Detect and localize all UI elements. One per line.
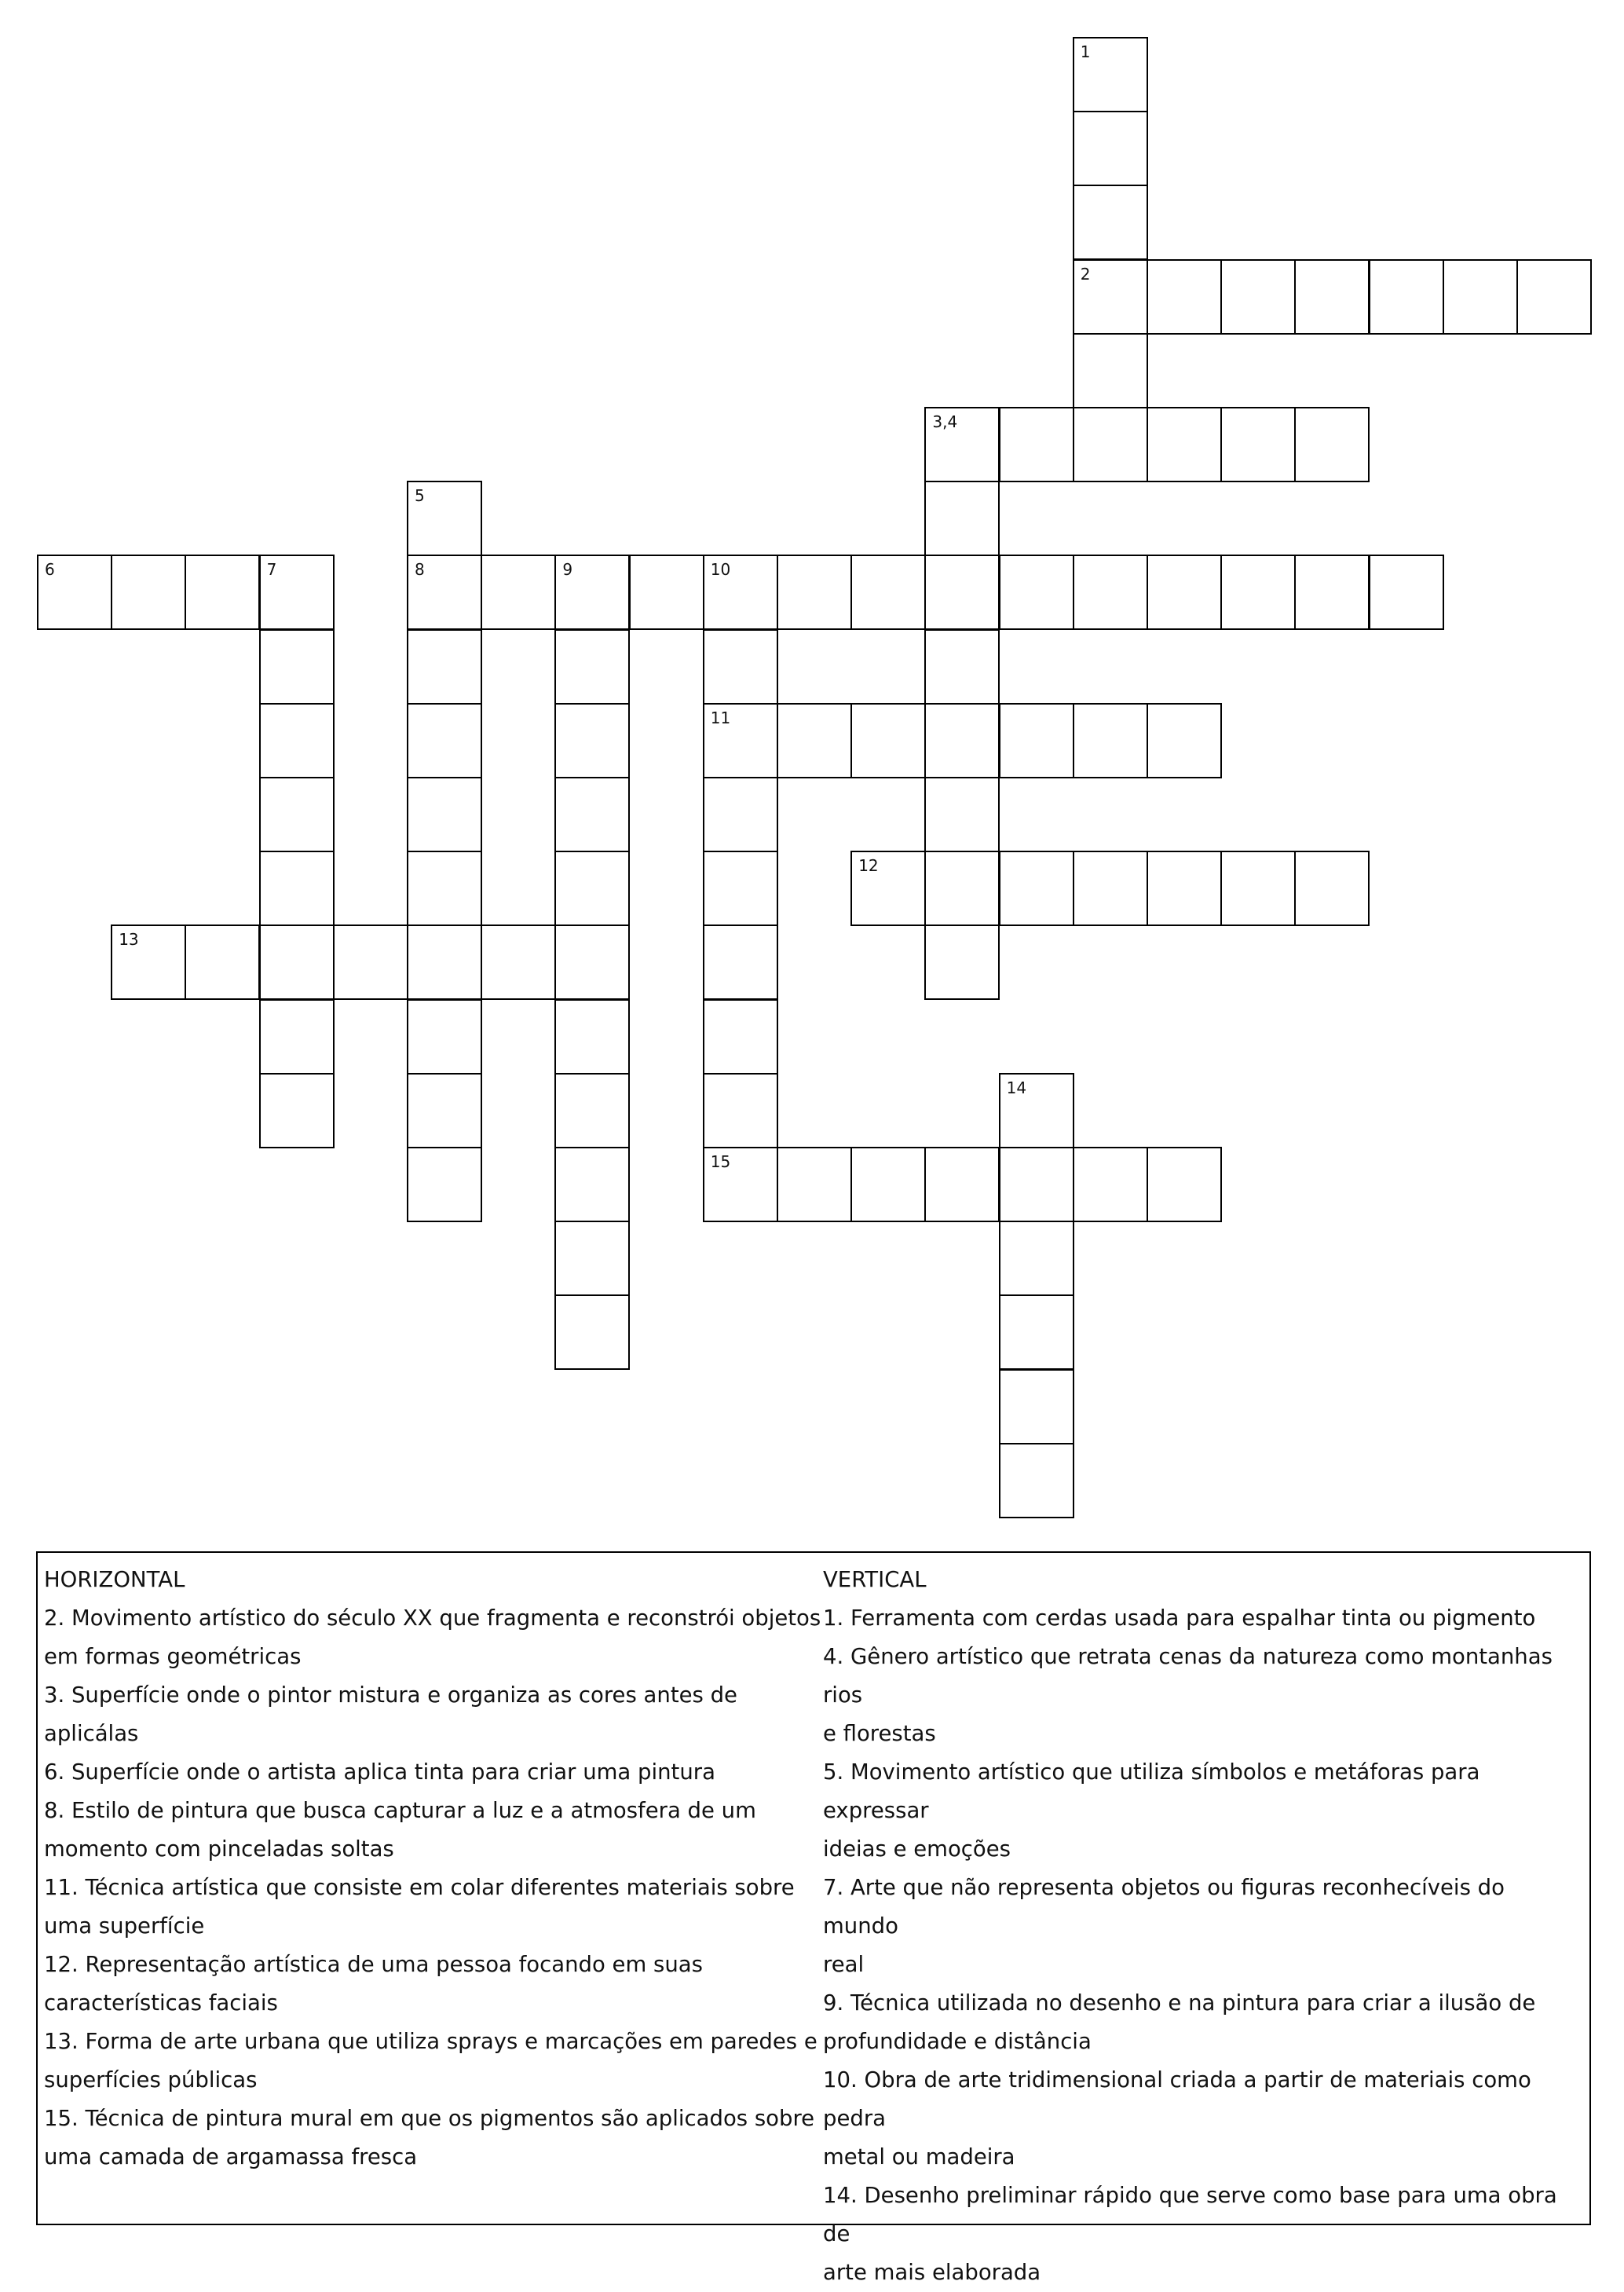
clue-line: 14. Desenho preliminar rápido que serve como base para uma obra de xyxy=(823,2183,1557,2246)
crossword-cell[interactable] xyxy=(407,851,482,926)
crossword-cell[interactable] xyxy=(999,703,1074,778)
crossword-cell[interactable] xyxy=(407,555,482,630)
clue-line: uma camada de argamassa fresca xyxy=(44,2144,418,2169)
crossword-cell[interactable] xyxy=(1220,259,1296,335)
clue-number: 11 xyxy=(710,708,731,727)
crossword-cell[interactable] xyxy=(554,1073,630,1148)
crossword-cell[interactable] xyxy=(924,555,1000,630)
crossword-cell[interactable] xyxy=(999,555,1074,630)
clue-line: e florestas xyxy=(823,1721,936,1746)
crossword-cell[interactable] xyxy=(259,999,335,1075)
crossword-cell[interactable] xyxy=(1147,555,1222,630)
clue-number: 7 xyxy=(266,560,277,580)
clue-line: 10. Obra de arte tridimensional criada a partir de materiais como pedra xyxy=(823,2067,1531,2131)
crossword-cell[interactable] xyxy=(924,777,1000,852)
crossword-cell[interactable] xyxy=(703,851,778,926)
crossword-cell[interactable] xyxy=(554,555,630,630)
crossword-cell[interactable] xyxy=(850,1147,926,1222)
crossword-cell[interactable] xyxy=(1294,259,1370,335)
clue-number: 1 xyxy=(1080,42,1091,61)
crossword-cell[interactable] xyxy=(259,924,335,1000)
crossword-cell[interactable] xyxy=(924,703,1000,778)
crossword-cell[interactable] xyxy=(1294,555,1370,630)
clue-line: uma superfície xyxy=(44,1913,205,1939)
crossword-cell[interactable] xyxy=(1147,703,1222,778)
clue-line: 7. Arte que não representa objetos ou figuras reconhecíveis do mundo xyxy=(823,1875,1505,1939)
clue-number: 9 xyxy=(562,560,573,580)
crossword-cell[interactable] xyxy=(554,1294,630,1370)
crossword-cell[interactable] xyxy=(407,703,482,778)
crossword-cell[interactable] xyxy=(703,703,778,778)
clues-box xyxy=(36,1551,1591,2285)
clue-line: aplicálas xyxy=(44,1721,139,1746)
crossword-cell[interactable] xyxy=(1220,407,1296,482)
crossword-cell[interactable] xyxy=(1369,555,1444,630)
crossword-cell[interactable] xyxy=(1073,1147,1148,1222)
crossword-cell[interactable] xyxy=(999,407,1074,482)
crossword-cell[interactable] xyxy=(1147,1147,1222,1222)
clue-line: 1. Ferramenta com cerdas usada para espalhar tinta ou pigmento xyxy=(823,1605,1536,1631)
clue-line: 5. Movimento artístico que utiliza símbolos e metáforas para expressar xyxy=(823,1759,1480,1823)
crossword-cell[interactable] xyxy=(850,851,926,926)
clue-line: 4. Gênero artístico que retrata cenas da natureza como montanhas rios xyxy=(823,1644,1553,1708)
crossword-cell[interactable] xyxy=(554,703,630,778)
crossword-cell[interactable] xyxy=(777,555,852,630)
crossword-cell[interactable] xyxy=(1073,851,1148,926)
clue-number: 14 xyxy=(1006,1078,1027,1097)
clue-line: real xyxy=(823,1952,865,1977)
crossword-cell[interactable] xyxy=(407,999,482,1075)
crossword-cell[interactable] xyxy=(1369,259,1444,335)
crossword-cell[interactable] xyxy=(259,555,335,630)
clue-line: 2. Movimento artístico do século XX que fragmenta e reconstrói objetos xyxy=(44,1605,821,1631)
crossword-cell[interactable] xyxy=(554,1221,630,1296)
crossword-cell[interactable] xyxy=(554,777,630,852)
crossword-cell[interactable] xyxy=(407,1147,482,1222)
crossword-cell[interactable] xyxy=(111,924,186,1000)
crossword-cell[interactable] xyxy=(1516,259,1592,335)
crossword-cell[interactable] xyxy=(999,851,1074,926)
crossword-cell[interactable] xyxy=(1147,259,1222,335)
clue-line: características faciais xyxy=(44,1990,278,2016)
clue-line: profundidade e distância xyxy=(823,2029,1092,2054)
crossword-cell[interactable] xyxy=(554,924,630,1000)
crossword-cell[interactable] xyxy=(850,555,926,630)
clue-number: 8 xyxy=(415,560,425,580)
crossword-cell[interactable] xyxy=(1073,703,1148,778)
clue-line: arte mais elaborada xyxy=(823,2260,1041,2285)
crossword-cell[interactable] xyxy=(1073,111,1148,186)
crossword-cell[interactable] xyxy=(1220,851,1296,926)
crossword-cell[interactable] xyxy=(1443,259,1518,335)
crossword-cell[interactable] xyxy=(481,924,556,1000)
crossword-cell[interactable] xyxy=(407,481,482,556)
crossword-cell[interactable] xyxy=(777,703,852,778)
crossword-cell[interactable] xyxy=(111,555,186,630)
clue-number: 10 xyxy=(710,560,731,580)
crossword-cell[interactable] xyxy=(924,851,1000,926)
horizontal-header: HORIZONTAL xyxy=(44,1567,185,1592)
crossword-cell[interactable] xyxy=(407,777,482,852)
crossword-cell[interactable] xyxy=(999,1147,1074,1222)
clue-line: 9. Técnica utilizada no desenho e na pintura para criar a ilusão de xyxy=(823,1990,1536,2016)
crossword-cell[interactable] xyxy=(259,1073,335,1148)
clue-line: 11. Técnica artística que consiste em colar diferentes materiais sobre xyxy=(44,1875,795,1900)
crossword-cell[interactable] xyxy=(1220,555,1296,630)
crossword-cell[interactable] xyxy=(1073,407,1148,482)
vertical-clues-column xyxy=(823,1561,1585,2292)
crossword-cell[interactable] xyxy=(999,1443,1074,1518)
crossword-cell[interactable] xyxy=(1073,259,1148,335)
clue-line: 3. Superfície onde o pintor mistura e organiza as cores antes de xyxy=(44,1682,737,1708)
clue-line: 13. Forma de arte urbana que utiliza sprays e marcações em paredes e xyxy=(44,2029,817,2054)
crossword-cell[interactable] xyxy=(999,1369,1074,1444)
crossword-cell[interactable] xyxy=(407,924,482,1000)
clue-line: 12. Representação artística de uma pessoa focando em suas xyxy=(44,1952,703,1977)
clue-line: metal ou madeira xyxy=(823,2144,1015,2169)
crossword-cell[interactable] xyxy=(924,1147,1000,1222)
crossword-cell[interactable] xyxy=(259,851,335,926)
crossword-cell[interactable] xyxy=(924,407,1000,482)
crossword-cell[interactable] xyxy=(777,1147,852,1222)
crossword-cell[interactable] xyxy=(407,1073,482,1148)
crossword-cell[interactable] xyxy=(185,924,260,1000)
crossword-cell[interactable] xyxy=(629,555,704,630)
crossword-cell[interactable] xyxy=(999,1294,1074,1370)
crossword-cell[interactable] xyxy=(703,1147,778,1222)
crossword-cell[interactable] xyxy=(924,629,1000,705)
clue-line: 6. Superfície onde o artista aplica tinta para criar uma pintura xyxy=(44,1759,715,1785)
clue-line: em formas geométricas xyxy=(44,1644,302,1669)
vertical-header: VERTICAL xyxy=(823,1567,927,1592)
crossword-cell[interactable] xyxy=(259,777,335,852)
crossword-cell[interactable] xyxy=(554,851,630,926)
crossword-cell[interactable] xyxy=(703,777,778,852)
crossword-cell[interactable] xyxy=(703,555,778,630)
clue-number: 13 xyxy=(119,930,139,950)
clue-line: ideias e emoções xyxy=(823,1836,1011,1862)
crossword-cell[interactable] xyxy=(1147,851,1222,926)
crossword-cell[interactable] xyxy=(1073,333,1148,408)
clue-line: superfícies públicas xyxy=(44,2067,258,2092)
crossword-cell[interactable] xyxy=(850,703,926,778)
crossword-cell[interactable] xyxy=(924,924,1000,1000)
crossword-cell[interactable] xyxy=(999,1221,1074,1296)
crossword-cell[interactable] xyxy=(554,629,630,705)
crossword-cell[interactable] xyxy=(259,629,335,705)
clue-number: 12 xyxy=(858,856,879,876)
crossword-cell[interactable] xyxy=(554,999,630,1075)
crossword-cell[interactable] xyxy=(37,555,112,630)
clue-number: 2 xyxy=(1080,264,1091,284)
crossword-cell[interactable] xyxy=(1073,37,1148,112)
crossword-cell[interactable] xyxy=(1294,407,1370,482)
crossword-cell[interactable] xyxy=(407,629,482,705)
clue-number: 6 xyxy=(45,560,55,580)
crossword-cell[interactable] xyxy=(333,924,408,1000)
clue-line: 8. Estilo de pintura que busca capturar a luz e a atmosfera de um xyxy=(44,1798,756,1823)
crossword-cell[interactable] xyxy=(703,924,778,1000)
crossword-cell[interactable] xyxy=(999,1073,1074,1148)
horizontal-clues-column xyxy=(44,1561,821,2177)
crossword-cell[interactable] xyxy=(703,1073,778,1148)
crossword-cell[interactable] xyxy=(703,999,778,1075)
clue-line: momento com pinceladas soltas xyxy=(44,1836,394,1862)
clue-number: 15 xyxy=(710,1152,731,1171)
crossword-cell[interactable] xyxy=(185,555,260,630)
clue-line: 15. Técnica de pintura mural em que os pigmentos são aplicados sobre xyxy=(44,2106,815,2131)
crossword-cell[interactable] xyxy=(924,481,1000,556)
crossword-cell[interactable] xyxy=(1073,555,1148,630)
clue-number: 3,4 xyxy=(932,412,958,431)
crossword-cell[interactable] xyxy=(703,629,778,705)
crossword-cell[interactable] xyxy=(1294,851,1370,926)
crossword-cell[interactable] xyxy=(481,555,556,630)
crossword-cell[interactable] xyxy=(554,1147,630,1222)
clue-number: 5 xyxy=(415,486,425,506)
crossword-cell[interactable] xyxy=(259,703,335,778)
crossword-cell[interactable] xyxy=(1147,407,1222,482)
crossword-cell[interactable] xyxy=(1073,185,1148,260)
